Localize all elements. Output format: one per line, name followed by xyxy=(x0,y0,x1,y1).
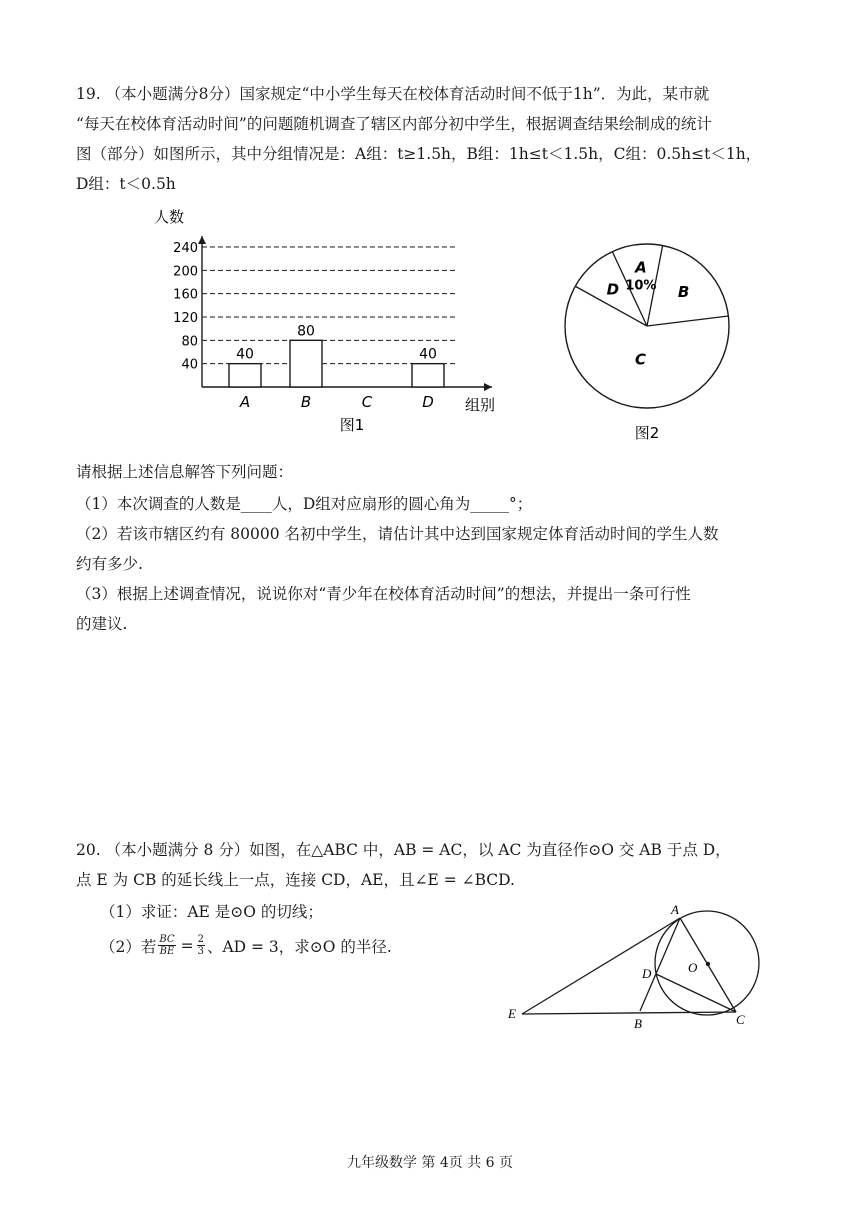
x-tick-label: D xyxy=(422,393,434,411)
equals-sign: = xyxy=(180,936,194,955)
y-axis-label: 人数 xyxy=(154,208,185,226)
q19-line-1: 19. （本小题满分8分）国家规定“中小学生每天在校体育活动时间不低于1h”．为此，某市就 xyxy=(76,85,710,103)
y-axis-arrow xyxy=(198,236,206,244)
figure-1-caption: 图1 xyxy=(339,416,365,434)
x-tick-label: A xyxy=(239,393,251,411)
label-b: B xyxy=(634,1016,642,1031)
geometry-figure xyxy=(500,898,770,1038)
x-axis-label: 组别 xyxy=(465,396,496,414)
label-d: D xyxy=(642,966,652,981)
value-denominator: 3 xyxy=(197,946,204,957)
y-tick-label: 240 xyxy=(173,241,198,256)
y-tick-label: 160 xyxy=(173,287,198,303)
label-e: E xyxy=(508,1006,516,1021)
value-numerator: 2 xyxy=(197,934,204,945)
segment-ea xyxy=(522,918,680,1014)
q20-sub2-rest: 、AD = 3，求⊙O 的半径. xyxy=(206,937,392,956)
y-tick-label: 40 xyxy=(181,357,198,373)
bar-chart-figure-1 xyxy=(140,200,520,445)
x-axis-arrow xyxy=(484,383,492,391)
segment-ec xyxy=(522,1012,736,1014)
pie-slice-value: 10% xyxy=(625,278,657,294)
q19-sub2-line1: （2）若该市辖区约有 80000 名初中学生，请估计其中达到国家规定体育活动时间的学生人数 xyxy=(76,525,719,543)
pie-slice-label-b: B xyxy=(677,282,690,301)
q19-sub3-line2: 的建议. xyxy=(76,615,128,633)
figure-2-caption: 图2 xyxy=(634,424,660,442)
q19-line-4: D组：t＜0.5h xyxy=(76,175,176,193)
label-c: C xyxy=(736,1012,745,1027)
bar-data-label: 80 xyxy=(297,323,315,340)
x-tick-label: C xyxy=(361,393,373,411)
value-fraction xyxy=(197,934,205,957)
q19-sub3-line1: （3）根据上述调查情况，说说你对“青少年在校体育活动时间”的想法，并提出一条可行性 xyxy=(76,585,691,603)
bar-d xyxy=(412,364,444,387)
label-o: O xyxy=(688,960,698,975)
pie-slice-label-a: A xyxy=(635,258,647,277)
segment-ab xyxy=(640,918,680,1011)
q19-line-3: 图（部分）如图所示，其中分组情况是：A组：t≥1.5h，B组：1h≤t＜1.5h，C组：0.5h≤t＜1h， xyxy=(76,145,762,163)
bar-b xyxy=(290,340,322,387)
q19-line-2: “每天在校体育活动时间”的问题随机调查了辖区内部分初中学生，根据调查结果绘制成的统计 xyxy=(76,115,712,133)
bar-a xyxy=(229,364,261,387)
q20-line-2: 点 E 为 CB 的延长线上一点，连接 CD，AE，且∠E = ∠BCD. xyxy=(76,871,515,889)
q20-sub1: （1）求证：AE 是⊙O 的切线； xyxy=(100,903,323,921)
q19-sub2-line2: 约有多少. xyxy=(76,555,143,573)
y-tick-label: 200 xyxy=(173,264,198,280)
pie-slice-label-c: C xyxy=(635,350,647,369)
y-tick-label: 80 xyxy=(181,334,198,350)
q20-sub2 xyxy=(100,934,392,957)
q19-prompt: 请根据上述信息解答下列问题： xyxy=(76,463,294,481)
q19-sub1: （1）本次调查的人数是____人，D组对应扇形的圆心角为_____°； xyxy=(76,495,533,513)
page-footer: 九年级数学 第 4页 共 6 页 xyxy=(346,1155,514,1171)
y-tick-label: 120 xyxy=(173,311,198,326)
fraction-denominator: BE xyxy=(159,946,175,957)
fraction-numerator: BC xyxy=(159,934,175,945)
label-a: A xyxy=(671,902,679,917)
pie-chart-figure-2 xyxy=(555,238,755,448)
x-tick-label: B xyxy=(300,393,312,411)
center-point xyxy=(706,962,710,966)
q20-line-1: 20. （本小题满分 8 分）如图，在△ABC 中，AB = AC，以 AC 为直径作⊙O 交 AB 于点 D， xyxy=(76,841,731,859)
bar-data-label: 40 xyxy=(236,346,254,363)
bar-data-label: 40 xyxy=(419,346,437,363)
pie-slice-label-d: D xyxy=(606,280,620,299)
q20-sub2-prefix: （2）若 xyxy=(100,937,157,956)
ratio-fraction xyxy=(158,934,175,957)
